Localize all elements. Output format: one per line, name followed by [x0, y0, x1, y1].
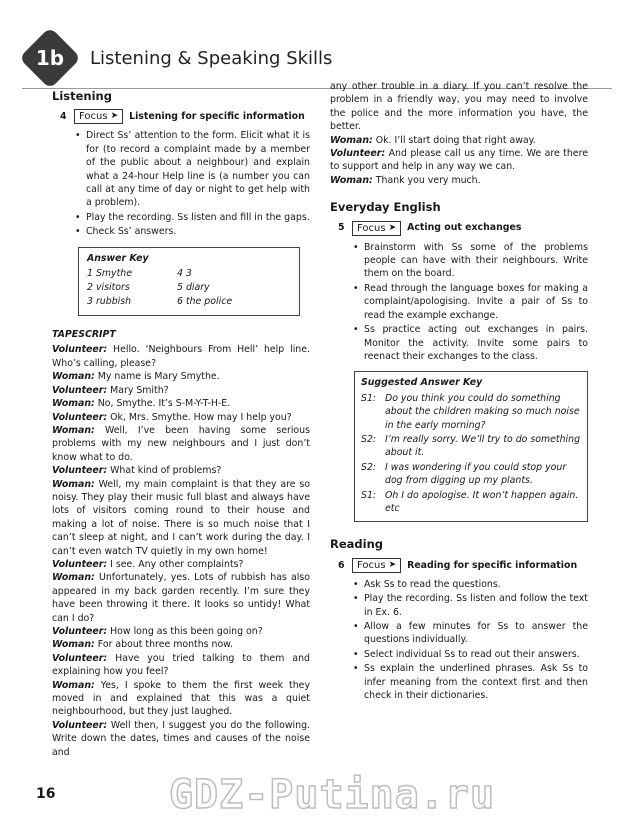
dialogue-text: Yes, I spoke to them the first week they moved in and explained that this was a quiet neighbourhood, but they just laughed. [52, 679, 310, 718]
dialogue-line [330, 134, 588, 147]
exercise-number: 6 [338, 559, 345, 571]
dialogue-text: No, Smythe. It’s S-M-Y-T-H-E. [94, 398, 231, 410]
dialogue-line [52, 558, 310, 571]
dialogue-text: Well, I’ve been having some serious problems with my new neighbours and I just don’t know what to do. [52, 424, 310, 463]
dialogue-line [52, 370, 310, 383]
page-title: Listening & Speaking Skills [90, 48, 333, 69]
dialogue-text: Well then, I suggest you do the following. Write down the dates, times and causes of the noise and [52, 719, 310, 758]
speaker-label: Volunteer: [52, 719, 108, 731]
dialogue-line [52, 571, 310, 625]
watermark: GDZ-Putina.ru [168, 772, 496, 818]
dialogue-line [52, 719, 310, 759]
list-item: • Ask Ss to read the questions. [364, 578, 588, 591]
speaker-label: Volunteer: [52, 384, 108, 396]
list-item: • Ss practice acting out exchanges in pairs. Monitor the activity. Invite some pairs to reenact their exchanges to the class. [364, 323, 588, 363]
focus-label: Focus ➤ [352, 221, 401, 236]
dialogue-line [52, 424, 310, 464]
answer-key-grid [87, 267, 291, 309]
focus-label: Focus ➤ [74, 109, 123, 124]
speaker-label: Volunteer: [330, 148, 386, 160]
answer-item: 5 diary [177, 282, 210, 294]
reading-heading: Reading [330, 537, 384, 552]
dialogue-line [52, 625, 310, 638]
exercise-number: 5 [338, 222, 345, 234]
list-item: • Allow a few minutes for Ss to answer the questions individually. [364, 620, 588, 647]
dialogue-text: Well, my main complaint is that they are so noisy. They play their music full blast and always have lots of visitors coming round to their house and making a lot of noise. There is so much noise that I can’t sleep at night, and I can’t work during the day. I can’t even watch TV quietly in my own home! [52, 478, 310, 557]
speaker-label: Woman: [330, 134, 373, 146]
dialogue-line [52, 397, 310, 410]
answer-row: S2: I’m really sorry. We’ll try to do something about it. [361, 433, 581, 459]
list-item: • Play the recording. Ss listen and fill in the gaps. [86, 211, 310, 224]
answer-row: S1: Do you think you could do something about the children making so much noise in the early morning? [361, 392, 580, 431]
dialogue-text: any other trouble in a diary. If you can’t resolve the problem in a friendly way, you may need to involve the police and the more information you have, the better. [330, 81, 588, 133]
speaker-label: Volunteer: [52, 344, 108, 356]
list-item: • Direct Ss’ attention to the form. Elicit what it is for (to record a complaint made by a member of the public about a neighbour) and explain what a 24-hour Help line is (a number you can call at any time of day or night to get help with a problem). [86, 129, 310, 209]
focus-title: Acting out exchanges [407, 222, 522, 234]
dialogue-line [52, 464, 310, 477]
answer-row: S1: Oh I do apologise. It won’t happen again. etc [361, 489, 579, 514]
dialogue-line [52, 679, 310, 719]
speaker-label: Woman: [52, 478, 95, 490]
tapescript-continued [330, 80, 588, 187]
tapescript-title: TAPESCRIPT [52, 329, 116, 341]
focus-label: Focus ➤ [352, 558, 401, 573]
answer-row: S2: I was wondering if you could stop your dog from digging up my plants. [361, 461, 567, 487]
list-item: • Read through the language boxes for making a complaint/apologising. Invite a pair of Ss to read the example exchange. [364, 282, 588, 322]
dialogue-text: I see. Any other complaints? [107, 558, 244, 570]
unit-badge: 1b [35, 46, 65, 70]
list-item: • Check Ss’ answers. [86, 225, 310, 238]
dialogue-text: How long as this been going on? [107, 626, 263, 637]
everyday-english-heading: Everyday English [330, 200, 441, 215]
dialogue-line [52, 384, 310, 397]
dialogue-text: And please call us any time. We are there to support and help in any way we can. [330, 148, 588, 173]
everyday-focus-row [338, 221, 588, 236]
exercise-number: 4 [60, 111, 67, 123]
answer-item: 4 3 [177, 268, 192, 280]
reading-bullets [330, 578, 588, 703]
arrow-icon: ➤ [388, 559, 397, 570]
dialogue-text: What kind of problems? [107, 465, 222, 477]
answer-item: 1 Smythe [87, 268, 132, 280]
speaker-label: Woman: [52, 398, 95, 410]
answer-item: 3 rubbish [87, 296, 132, 308]
dialogue-line [330, 80, 588, 134]
arrow-icon: ➤ [110, 111, 119, 122]
focus-title: Reading for specific information [407, 559, 578, 571]
listening-heading: Listening [52, 89, 112, 103]
dialogue-text: Hello. ‘Neighbours From Hell’ help line. Who’s calling, please? [52, 344, 310, 369]
speaker-label: Woman: [52, 679, 95, 691]
speaker-label: Woman: [52, 371, 95, 383]
dialogue-line [52, 411, 310, 424]
speaker-label: Volunteer: [52, 626, 108, 637]
answer-key-box [78, 247, 300, 316]
list-item: • Select individual Ss to read out their answers. [364, 648, 588, 661]
dialogue-line [52, 638, 310, 651]
dialogue-text: Have you tried talking to them and explaining how you feel? [52, 652, 310, 678]
dialogue-text: For about three months now. [94, 639, 233, 651]
speaker-label: Woman: [52, 639, 95, 651]
suggested-answer-box [354, 371, 588, 522]
dialogue-line [330, 147, 588, 174]
reading-focus-row [338, 558, 588, 573]
speaker-label: Volunteer: [52, 652, 108, 664]
everyday-bullets [330, 241, 588, 364]
dialogue-text: Mary Smith? [107, 384, 169, 396]
dialogue-text: Unfortunately, yes. Lots of rubbish has also appeared in my back garden recently. I’m sure they have been throwing it there. It looks so untidy! What can I do? [52, 572, 310, 624]
speaker-label: Woman: [52, 572, 95, 584]
page-number: 16 [36, 786, 56, 802]
dialogue-line [52, 478, 310, 558]
page-header [22, 36, 612, 80]
left-column [52, 90, 310, 759]
list-item: • Brainstorm with Ss some of the problems people can have with their neighbours. Write them on the board. [364, 241, 588, 281]
dialogue-text: Ok. I’ll start doing that right away. [372, 134, 536, 146]
answer-item: 6 the police [177, 296, 233, 308]
right-column [330, 80, 588, 706]
speaker-label: Volunteer: [52, 465, 108, 477]
dialogue-text: Ok, Mrs. Smythe. How may I help you? [107, 411, 292, 423]
speaker-label: Volunteer: [52, 411, 108, 423]
dialogue-text: Thank you very much. [372, 174, 481, 186]
dialogue-line [52, 343, 310, 370]
listening-bullets [52, 129, 310, 238]
speaker-label: Woman: [52, 424, 95, 436]
answer-item: 2 visitors [87, 282, 130, 294]
list-item: • Ss explain the underlined phrases. Ask Ss to infer meaning from the context first and then check in their dictionaries. [364, 662, 588, 702]
dialogue-line [330, 174, 588, 187]
focus-title: Listening for specific information [129, 111, 305, 123]
speaker-label: Volunteer: [52, 558, 108, 570]
tapescript-text [52, 343, 310, 759]
listening-focus-row [60, 109, 310, 124]
dialogue-text: My name is Mary Smythe. [94, 371, 220, 383]
dialogue-line [52, 652, 310, 679]
arrow-icon: ➤ [388, 222, 397, 233]
speaker-label: Woman: [330, 174, 373, 186]
answer-key-title: Answer Key [87, 252, 149, 264]
suggested-answer-title: Suggested Answer Key [361, 377, 483, 389]
list-item: • Play the recording. Ss listen and follow the text in Ex. 6. [364, 592, 588, 619]
